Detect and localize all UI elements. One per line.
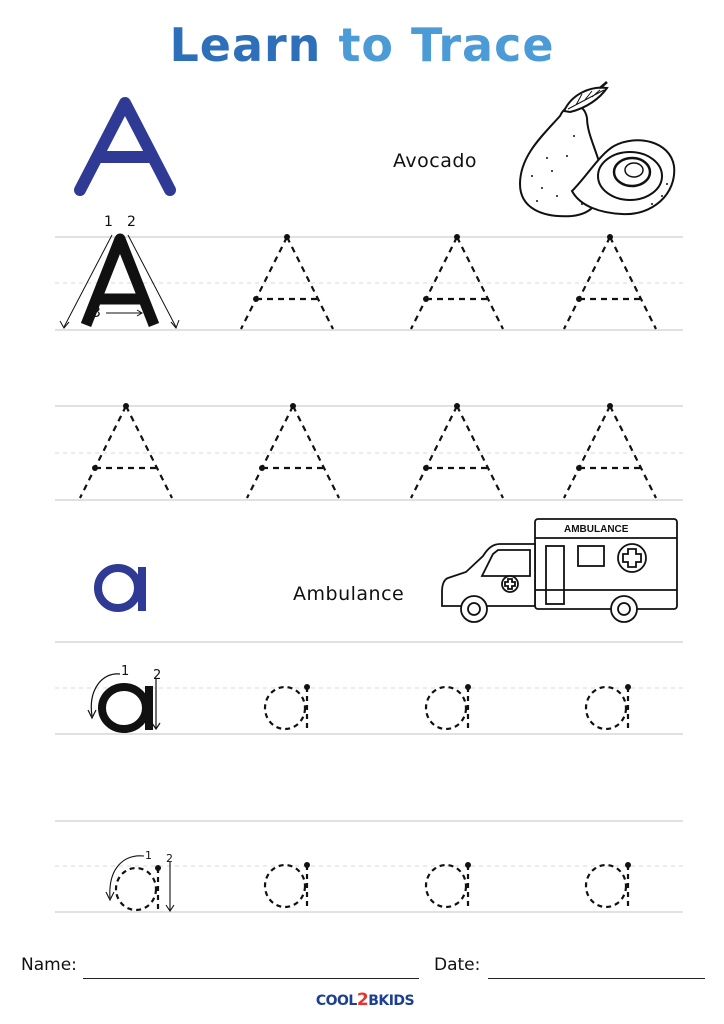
trace-lower-a — [586, 862, 631, 907]
stroke-number-3: 3 — [92, 305, 101, 321]
name-label: Name: — [21, 955, 77, 975]
trace-lower-a — [586, 684, 631, 729]
trace-lower-a — [265, 862, 310, 907]
date-label: Date: — [434, 955, 481, 975]
stroke-number-2: 2 — [166, 852, 173, 865]
name-field-line[interactable] — [83, 978, 419, 979]
word-ambulance: Ambulance — [293, 583, 405, 605]
logo-part-cool: COOL — [315, 993, 357, 1009]
date-field-line[interactable] — [488, 978, 705, 979]
trace-lower-a — [426, 862, 471, 907]
stroke-number-2: 2 — [153, 668, 162, 683]
title-part-learn: Learn — [169, 18, 322, 72]
stroke-number-1: 1 — [145, 849, 152, 862]
ambulance-label: AMBULANCE — [564, 524, 629, 535]
stroke-number-1: 1 — [104, 214, 113, 230]
stroke-number-1: 1 — [121, 664, 130, 679]
word-avocado: Avocado — [393, 150, 478, 172]
stroke-number-2: 2 — [127, 214, 136, 230]
trace-lower-a — [426, 684, 471, 729]
logo-part-2: 2 — [356, 990, 369, 1010]
title-part-to-trace: to Trace — [338, 18, 555, 72]
trace-lower-a — [265, 684, 310, 729]
logo-part-bkids: BKIDS — [368, 993, 415, 1009]
cool2bkids-logo — [310, 990, 420, 1010]
